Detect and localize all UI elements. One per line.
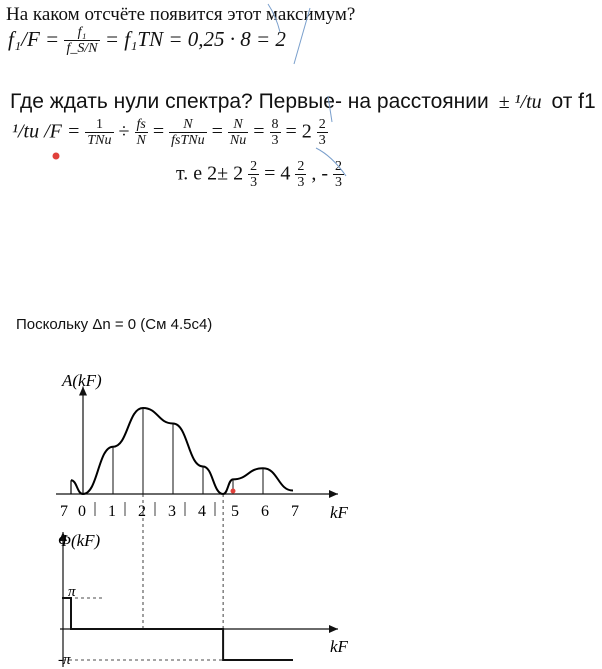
formula-3-frac-2-den: 3 [297, 175, 305, 190]
amplitude-tick-label: 2 [138, 503, 146, 520]
amplitude-tick-label: 0 [78, 503, 86, 520]
formula-3-sep: , - [311, 162, 329, 185]
formula-3-mid: = 4 [264, 162, 291, 185]
formula-2-frac-2-den: N [136, 133, 146, 148]
zeros-heading-pm: ± ¹/tи [498, 91, 542, 113]
formula-2-whole: 2 [301, 120, 312, 143]
phase-plot [59, 532, 338, 667]
formula-2-eq-2: = [211, 120, 223, 143]
formula-2-frac-6-num: 2 [318, 117, 326, 132]
amplitude-tick-label: 5 [231, 503, 239, 520]
formula-3-frac-1-den: 3 [250, 175, 258, 190]
formula-3-frac-1-num: 2 [250, 159, 258, 174]
formula-2-frac-1-num: 1 [95, 117, 103, 132]
formula-2-frac-2-num: fs [136, 117, 146, 132]
question-text: На каком отсчёте появится этот максимум? [6, 4, 356, 25]
formula-2-frac-5-den: 3 [271, 133, 279, 148]
formula-1-frac-num: f₁ [77, 25, 87, 40]
amplitude-tick-label: 3 [168, 503, 176, 520]
formula-2-eq-3: = [253, 120, 265, 143]
formula-2-frac-1-den: TNи [87, 133, 112, 148]
formula-2-lhs: ¹/tи /F = [12, 120, 81, 143]
phase-ytick-neg-pi: -π [58, 652, 71, 668]
formula-2-frac-5-num: 8 [271, 117, 279, 132]
amplitude-ylabel: A(kF) [62, 371, 102, 390]
phase-x-arrow [329, 625, 338, 633]
amplitude-xlabel: kF [330, 503, 348, 522]
formula-2-eq-1: = [152, 120, 165, 143]
formula-3-frac-3-num: 2 [335, 159, 343, 174]
amplitude-tick-label: 4 [198, 503, 206, 520]
formula-3-frac-2-num: 2 [297, 159, 305, 174]
formula-3-frac-3-den: 3 [335, 175, 343, 190]
formula-1-lhs: f₁/F = [8, 26, 60, 51]
phase-xlabel: kF [330, 637, 348, 656]
delta-note: Поскольку Δn = 0 (См 4.5c4) [16, 316, 213, 333]
formula-2-eq-4: = [285, 120, 297, 143]
formula-2-div: ÷ [118, 120, 130, 143]
amplitude-tick-label: 6 [261, 503, 269, 520]
formula-2-frac-3-num: N [183, 117, 193, 132]
formula-2-frac-6-den: 3 [318, 133, 326, 148]
formula-2-frac-3-den: fsTNи [171, 133, 205, 148]
amplitude-tick-label: 1 [108, 503, 116, 520]
zeros-heading-text: Где ждать нули спектра? Первые- на расстоянии [10, 90, 489, 113]
amplitude-tick-label: 7 [60, 503, 68, 520]
zeros-heading-tail: от f1 [551, 90, 596, 113]
formula-3-prefix: т. е 2± 2 [176, 162, 244, 185]
formula-1-frac-den: f_S/N [66, 41, 98, 56]
formula-2-frac-4-den: Nи [229, 133, 247, 148]
phase-ytick-pi: π [68, 584, 76, 600]
formula-2-frac-4-num: N [233, 117, 243, 132]
formula-1-rhs: = f₁TN = 0,25 · 8 = 2 [104, 26, 286, 51]
phase-ylabel: Φ(kF) [58, 531, 101, 550]
amplitude-tick-label: 7 [291, 503, 299, 520]
